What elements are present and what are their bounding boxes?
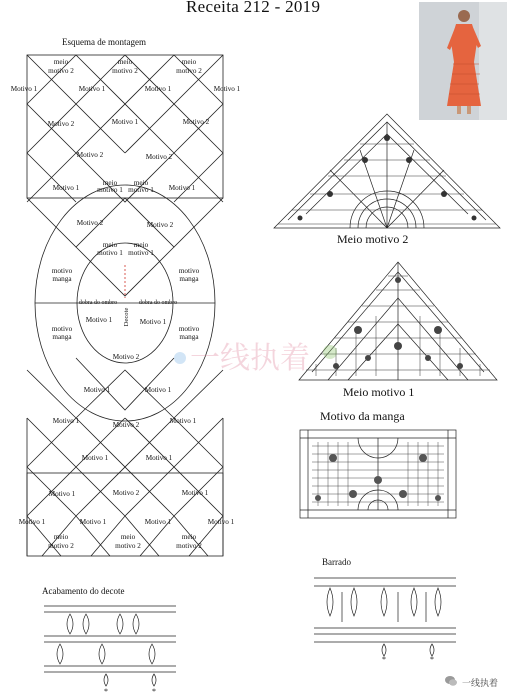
assembly-scheme-diagram: [0, 40, 250, 560]
center-watermark: [160, 330, 360, 380]
svg-text:motivo 2: motivo 2: [176, 542, 202, 550]
svg-text:motivo 2: motivo 2: [112, 67, 138, 75]
svg-text:motivo: motivo: [178, 325, 200, 333]
svg-text:motivo 1: motivo 1: [128, 186, 154, 194]
svg-text:Motivo 1: Motivo 1: [181, 489, 209, 497]
svg-text:meio: meio: [133, 241, 149, 249]
svg-text:manga: manga: [52, 275, 72, 283]
svg-text:Motivo 1: Motivo 1: [144, 386, 172, 394]
svg-text:meio: meio: [120, 533, 136, 541]
svg-text:Motivo 2: Motivo 2: [76, 151, 104, 159]
svg-text:Motivo 2: Motivo 2: [146, 221, 174, 229]
svg-text:motivo 1: motivo 1: [128, 249, 154, 257]
svg-text:Motivo 2: Motivo 2: [76, 219, 104, 227]
svg-text:Motivo 2: Motivo 2: [112, 353, 140, 361]
svg-text:motivo 1: motivo 1: [97, 249, 123, 257]
svg-text:Motivo 1: Motivo 1: [213, 85, 241, 93]
svg-text:motivo 2: motivo 2: [48, 67, 74, 75]
svg-text:Motivo 1: Motivo 1: [144, 518, 172, 526]
svg-text:Motivo 1: Motivo 1: [78, 85, 106, 93]
svg-text:meio: meio: [102, 179, 118, 187]
label-meio-motivo-2: meio: [53, 58, 69, 66]
barrado-title: Barrado: [322, 557, 351, 567]
svg-text:motivo 1: motivo 1: [97, 186, 123, 194]
model-photo: [419, 2, 507, 120]
svg-text:一线执着: 一线执着: [190, 341, 310, 376]
svg-text:*: *: [152, 687, 156, 696]
svg-text:manga: manga: [179, 333, 199, 341]
decote-label: Decote: [123, 307, 130, 327]
svg-text:*: *: [430, 655, 434, 664]
svg-text:*: *: [104, 687, 108, 696]
svg-text:Motivo 1: Motivo 1: [52, 417, 80, 425]
svg-text:Motivo 1: Motivo 1: [139, 318, 167, 326]
svg-text:Motivo 2: Motivo 2: [112, 489, 140, 497]
svg-text:Motivo 1: Motivo 1: [85, 316, 113, 324]
svg-text:meio: meio: [181, 533, 197, 541]
assembly-scheme-title: Esquema de montagem: [62, 37, 146, 47]
wechat-icon: [444, 675, 458, 687]
svg-text:*: *: [382, 655, 386, 664]
svg-text:manga: manga: [179, 275, 199, 283]
svg-text:motivo 2: motivo 2: [48, 542, 74, 550]
svg-text:dobra do ombro: dobra do ombro: [138, 300, 178, 306]
svg-text:Motivo 2: Motivo 2: [47, 120, 75, 128]
watermark-text: 一线执着: [462, 679, 499, 689]
svg-text:Motivo 1: Motivo 1: [111, 118, 139, 126]
svg-text:Motivo 1: Motivo 1: [83, 386, 111, 394]
svg-text:Motivo 1: Motivo 1: [18, 518, 46, 526]
barrado-chart: [310, 572, 460, 664]
acabamento-do-decote-chart: [40, 600, 180, 696]
svg-text:Motivo 1: Motivo 1: [145, 454, 173, 462]
acabamento-do-decote-title: Acabamento do decote: [42, 586, 125, 596]
svg-text:dobra do ombro: dobra do ombro: [78, 300, 118, 306]
svg-text:Motivo 1: Motivo 1: [168, 184, 196, 192]
svg-text:Motivo 1: Motivo 1: [169, 417, 197, 425]
svg-text:Motivo 1: Motivo 1: [79, 518, 107, 526]
svg-text:motivo 2: motivo 2: [115, 542, 141, 550]
svg-text:motivo: motivo: [51, 267, 73, 275]
meio-motivo-1-title: Meio motivo 1: [343, 385, 415, 399]
motivo-da-manga-chart: [298, 428, 458, 520]
svg-text:manga: manga: [52, 333, 72, 341]
svg-text:motivo 2: motivo 2: [176, 67, 202, 75]
svg-text:meio: meio: [117, 58, 133, 66]
svg-text:Motivo 1: Motivo 1: [144, 85, 172, 93]
svg-text:motivo: motivo: [51, 325, 73, 333]
svg-text:Motivo 2: Motivo 2: [145, 153, 173, 161]
svg-text:Motivo 1: Motivo 1: [81, 454, 109, 462]
motivo-da-manga-title: Motivo da manga: [320, 409, 405, 423]
svg-text:Motivo 1: Motivo 1: [10, 85, 38, 93]
svg-text:meio: meio: [53, 533, 69, 541]
svg-text:Motivo 2: Motivo 2: [112, 421, 140, 429]
meio-motivo-2-title: Meio motivo 2: [337, 232, 409, 246]
svg-text:meio: meio: [181, 58, 197, 66]
meio-motivo-2-chart: [270, 110, 504, 232]
svg-text:meio: meio: [133, 179, 149, 187]
svg-text:motivo: motivo: [178, 267, 200, 275]
svg-text:meio: meio: [102, 241, 118, 249]
page-title: Receita 212 - 2019: [186, 0, 321, 16]
svg-text:Motivo 1: Motivo 1: [207, 518, 235, 526]
svg-text:Motivo 2: Motivo 2: [182, 118, 210, 126]
svg-text:Motivo 1: Motivo 1: [48, 490, 76, 498]
svg-text:Motivo 1: Motivo 1: [52, 184, 80, 192]
